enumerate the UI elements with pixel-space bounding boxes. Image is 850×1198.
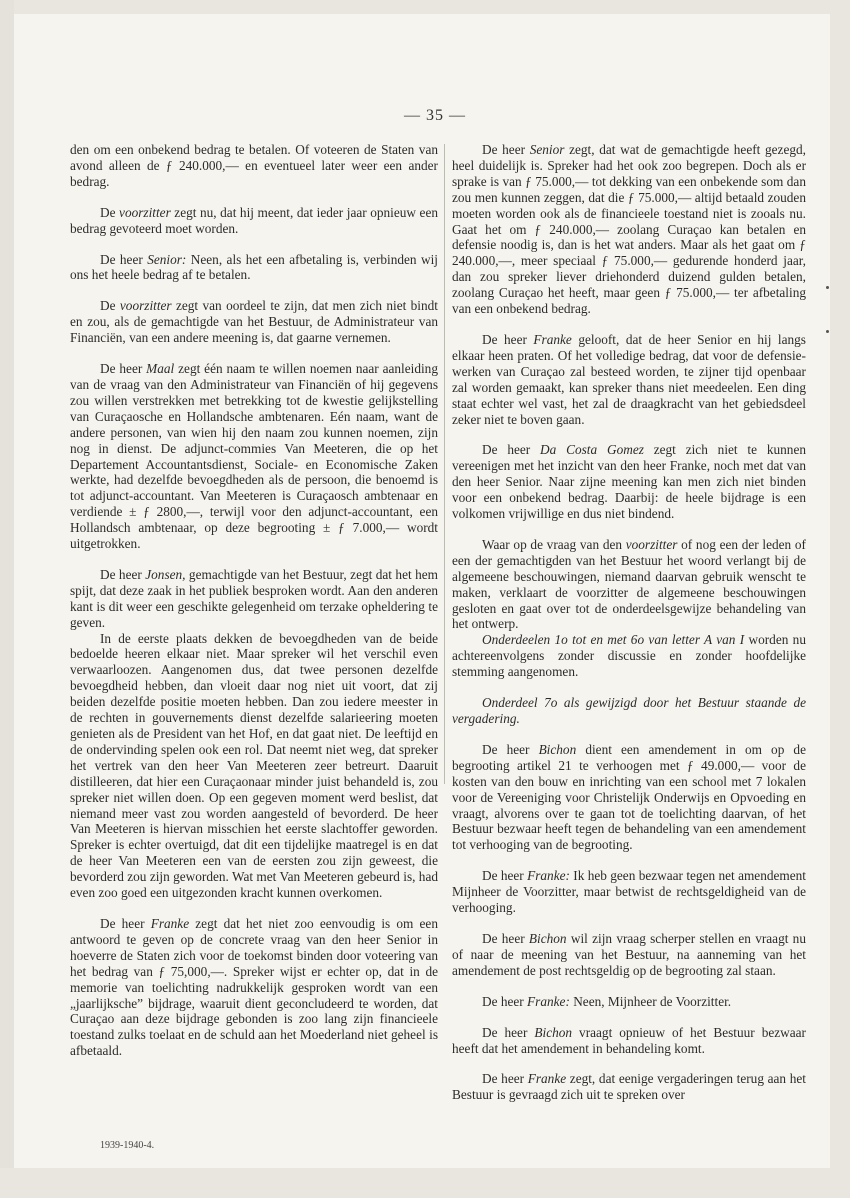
paragraph-text: den om een onbekend bedrag te betalen. Of voteeren de Staten van avond alleen de ƒ 240.000,— en eventueel later weer een ander bedrag. [70, 142, 438, 189]
italic-term: Franke [527, 1071, 567, 1087]
paragraph [70, 916, 438, 1059]
paragraph-text: De heer [482, 1024, 535, 1040]
paragraph-text: De heer [482, 442, 541, 458]
paragraph-text: zegt nu, dat hij meent, dat ieder jaar opnieuw een bedrag gevoteerd moet worden. [70, 204, 438, 236]
paragraph [452, 332, 806, 427]
paragraph-text: De heer [100, 915, 151, 931]
paragraph [452, 931, 806, 979]
frame-border-top [0, 0, 850, 14]
paragraph [452, 1025, 806, 1057]
paragraph-text: of nog een der leden of een der gemachtigden van het Bestuur het woord verlangt bij de algemeene beschouwingen, niemand daarvan gebruik wenscht te maken, verklaart de voorzitter de algemeene beschouwingen gesloten en gaat over tot de onderdeelsgewijze behandeling van het ontwerp. [452, 536, 806, 632]
paragraph-text: Neen, als het een afbetaling is, verbinden wij ons het heele bedrag af te betalen. [70, 251, 438, 283]
paragraph [452, 442, 806, 522]
italic-term: Franke: [527, 993, 570, 1009]
paragraph [452, 695, 806, 727]
italic-term: voorzitter [119, 298, 172, 314]
paragraph-text: zegt, dat eenige vergaderingen terug aan het Bestuur is gevraagd zich uit te spreken over [452, 1071, 806, 1103]
paragraph [70, 567, 438, 631]
paragraph-text: Ik heb geen bezwaar tegen net amendement Mijnheer de Voorzitter, maar betwist de rechtsgeldigheid van de verhooging. [452, 868, 806, 916]
paragraph-text: zegt van oordeel te zijn, dat men zich niet bindt en zou, als de gemachtigde van het Bestuur, de Administrateur van Financiën, van een andere meening is, dat gaarne vernemen. [70, 298, 438, 346]
paragraph-text: zegt zich niet te kunnen vereenigen met het inzicht van den heer Franke, noch met dat van den heer Senior. Naar zijne meening kan men zich niet binden voor een onbekend bedrag. Daarbij: de heele bijdrage is een volkomen vrijwillige en dus niet bindend. [452, 442, 806, 522]
right-column [452, 142, 806, 1118]
paragraph [70, 252, 438, 284]
paragraph-text: De heer [482, 993, 528, 1009]
paragraph-text: Neen, Mijnheer de Voorzitter. [569, 993, 732, 1009]
paragraph [452, 632, 806, 680]
left-column [70, 142, 438, 1074]
paragraph [70, 205, 438, 237]
italic-term: Senior: [147, 251, 187, 267]
frame-border-left [0, 0, 14, 1198]
paragraph-text: De [100, 298, 120, 314]
paragraph-text: gelooft, dat de heer Senior en hij langs elkaar heen praten. Of het volledige bedrag, dat voor de defensie-werken van Curaçao zal besteed worden, te zijner tijd openbaar zal worden gemaakt, kan spreker thans niet meedeelen. Een ding staat echter wel vast, het zal de draagkracht van het gebiedsdeel zeker niet te boven gaan. [452, 331, 806, 427]
italic-term: Maal [146, 361, 175, 377]
paragraph-text: De heer [482, 741, 539, 757]
paragraph-text: De [100, 204, 120, 220]
paragraph [452, 1071, 806, 1103]
scan-speck [826, 286, 829, 289]
italic-term: Bichon [528, 930, 567, 946]
paragraph-text: De heer [100, 251, 148, 267]
paragraph-text: De heer [482, 930, 529, 946]
frame-border-bottom [0, 1168, 850, 1198]
paragraph-text: wil zijn vraag scherper stellen en vraagt nu of naar de meening van het Bestuur, na aanneming van het amendement de post rechtsgeldig op de begrooting zal staan. [452, 930, 806, 978]
paragraph-text: De heer [100, 566, 146, 582]
paragraph [70, 631, 438, 901]
italic-term: Da Costa Gomez [540, 442, 644, 458]
paragraph-text: vraagt opnieuw of het Bestuur bezwaar heeft dat het amendement in behandeling komt. [452, 1024, 806, 1056]
italic-term: Franke [150, 915, 190, 931]
paragraph-text: gemachtigde van het Bestuur, zegt dat het hem spijt, dat deze zaak in het publiek besproken wordt. Aan den anderen kant is dit weer een geschikte gelegenheid om terzake opheldering te geven. [70, 566, 438, 630]
paragraph [452, 742, 806, 853]
page-number: — 35 — [404, 107, 466, 124]
italic-term: voorzitter [625, 536, 678, 552]
scan-speck [826, 330, 829, 333]
paragraph-text: De heer [482, 1071, 528, 1087]
italic-term: voorzitter [119, 204, 171, 220]
column-divider [444, 144, 445, 784]
paragraph-text: De heer [482, 142, 530, 157]
italic-term: Onderdeelen 1o tot en met 6o van letter A van I [482, 632, 745, 648]
italic-term: Franke [533, 331, 572, 347]
paragraph [452, 537, 806, 632]
paragraph-text: In de eerste plaats dekken de bevoegdheden van de beide bedoelde heeren elkaar niet. Maar spreker wil het verschil even verwaarloozen. Aangenomen dus, dat twee personen dezelfde bevoegdheid hebben, dan vloeit daar nog niet uit voort, dat zij beiden dezelfde positie moeten hebben. Dan zou iedere meester in de rechten in gouvernements dienst dezelfde salarieering moeten genieten als de President van het Hof, en dat gaat niet. De leeftijd en de ondervinding spelen ook een rol. Dat neemt niet weg, dat spreker het vertrek van den heer Van Meeteren zeer betreurt. Daaruit distilleeren, dat hier een Curaçaonaar minder juist behandeld is, zou spreker niet willen doen. Op een gegeven moment werd beslist, dat niemand meer vast zou worden aangesteld of bevorderd. De heer Van Meeteren is hiervan misschien het eerste slachtoffer geworden. Spreker is echter overtuigd, dat dit een tijdelijke maatregel is en dat de heer Van Meeteren een van de eersten zou zijn geweest, die bevorderd zou zijn geworden. Wat met Van Meeteren gebeurd is, had even zoo goed een uitgezonden kracht kunnen overkomen. [70, 630, 438, 901]
paragraph-text: zegt dat het niet zoo eenvoudig is om een antwoord te geven op de concrete vraag van den heer Senior in hoeverre de Staten zich voor de toekomst binden door voteering van het bedrag van ƒ 75,000,—. Spreker wijst er echter op, dat in de memorie van toelichting nadrukkelijk gesproken wordt van een „jaarlijksche” bijdrage, waaruit dient geconcludeerd te worden, dat Curaçao aan deze bijdrage gebonden is zoo lang zijn financieele toestand zulks toelaat en de schuld aan het Moederland niet geheel is afbetaald. [70, 915, 438, 1059]
paragraph [452, 868, 806, 916]
paragraph-text: zegt, dat wat de gemachtigde heeft gezegd, heel duidelijk is. Spreker had het ook zoo begrepen. Doch als er sprake is van ƒ 75.000,— tot dekking van een onbekende som dan zou men kunnen zeggen, dat die ƒ 75.000,— altijd betaald zouden moeten worden ook als de financieele toestand niet is zooals nu. Gaat het om ƒ 240.000,— zoolang Curaçao kan betalen en defensie noodig is, dan is het wat anders. Maar als het gaat om ƒ 240.000,—, meer speciaal ƒ 75.000,— gedurende honderd jaar, dan zou spreker liever driehonderd duizend gulden betalen, zoolang Curaçao het heeft, maar geen ƒ 75.000,— ter afbetaling van een onbekend bedrag. [452, 142, 806, 317]
paragraph-text: De heer [482, 868, 528, 884]
document-page [14, 14, 830, 1168]
italic-term: Franke: [527, 868, 570, 884]
italic-term: Jonsen, [145, 566, 186, 582]
italic-term: Bichon [534, 1024, 573, 1040]
paragraph [70, 361, 438, 552]
paragraph-text: worden nu achtereenvolgens zonder discussie en zonder hoofdelijke stemming aangenomen. [452, 632, 806, 680]
paragraph [452, 994, 806, 1010]
frame-border-right [830, 0, 850, 1198]
paragraph-text: zegt één naam te willen noemen naar aanleiding van de vraag van den Administrateur van Financiën of hij gegevens zou willen verstrekken met betrekking tot de kwestie gelijkstelling van Curaçaosche en Hollandsche ambtenaren. Eén naam, want de andere personen, van wien hij den naam zou kunnen noemen, zijn nog in dienst. De adjunct-commies Van Meeteren, die op het Departement Accountantsdienst, Sociale- en Economische Zaken werkte, had dezelfde bevoegdheden als de persoon, die benoemd is tot adjunct-accountant. Van Meeteren is Curaçaosch ambtenaar en verdiende ± ƒ 2800,—, terwijl voor den adjunct-accountant, een Hollandsch ambtenaar, op deze begrooting ± ƒ 7.000,— wordt uitgetrokken. [70, 361, 438, 552]
paragraph [70, 298, 438, 346]
paragraph-text: dient een amendement in om op de begrooting artikel 21 te verhoogen met ƒ 49.000,— voor de kosten van den bouw en inrichting van een school met 7 lokalen voor de Vereeniging voor Christelijk Onderwijs en Opvoeding en vraagt, alvorens over te gaan tot de toelichting daarvan, of het Bestuur bezwaar heeft tegen de behandeling van een amendement tot verhooging van de begrooting. [452, 741, 806, 853]
paragraph [452, 142, 806, 317]
paragraph-text: De heer [100, 361, 147, 377]
italic-term: Senior [529, 142, 565, 157]
paragraph-text: De heer [482, 331, 534, 347]
footer-code: 1939-1940-4. [100, 1140, 155, 1151]
paragraph [70, 142, 438, 190]
italic-term: Onderdeel 7o als gewijzigd door het Bestuur staande de vergadering. [452, 695, 806, 726]
paragraph-text: Waar op de vraag van den [482, 536, 626, 552]
italic-term: Bichon [538, 741, 577, 757]
